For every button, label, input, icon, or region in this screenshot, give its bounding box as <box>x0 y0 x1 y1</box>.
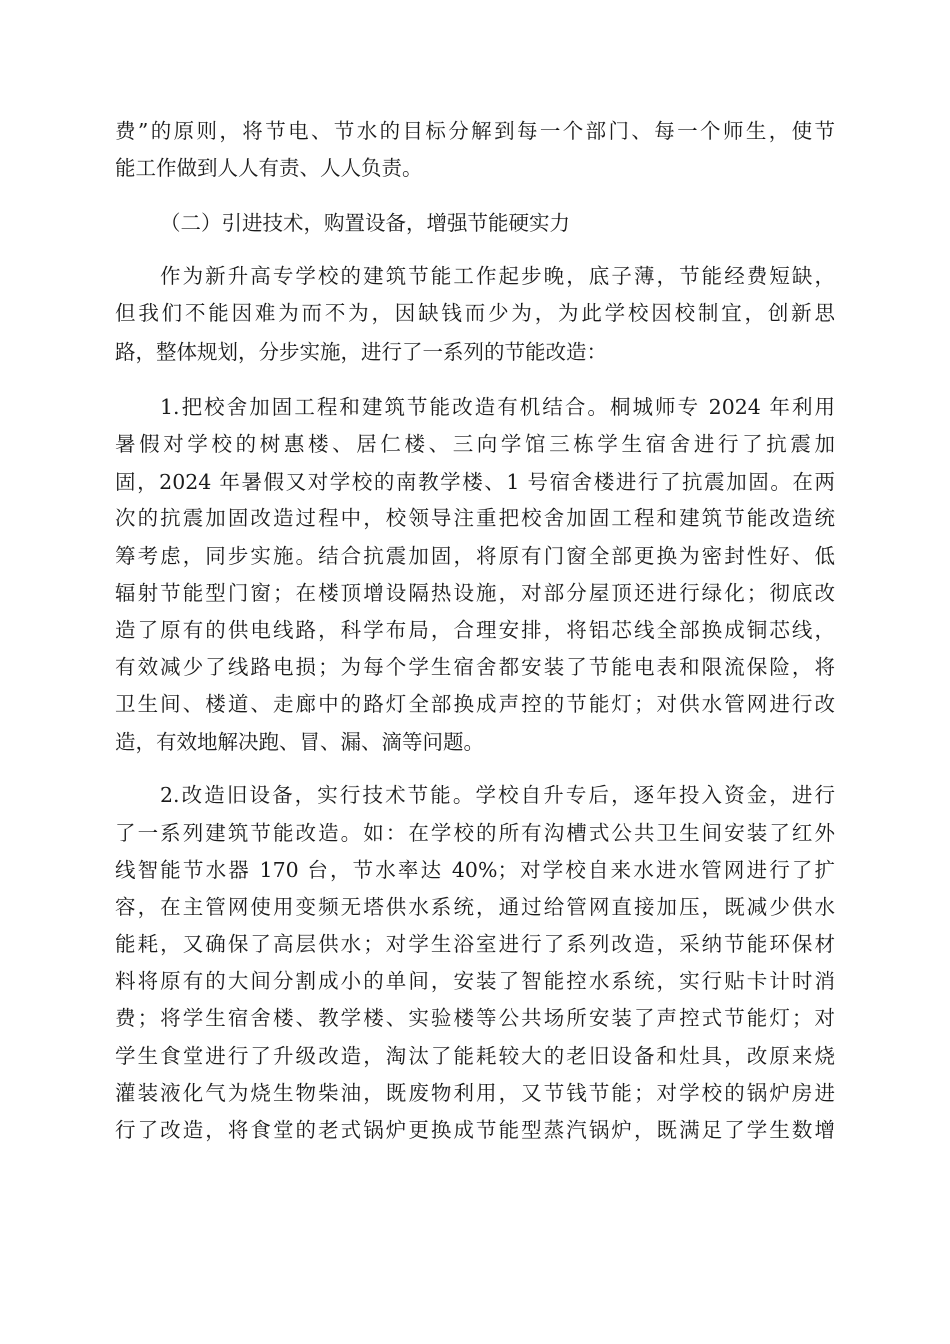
text-line: 学生食堂进行了升级改造，淘汰了能耗较大的老旧设备和灶具，改原来烧 <box>115 1044 835 1068</box>
text-line: 路，整体规划，分步实施，进行了一系列的节能改造： <box>115 340 607 364</box>
text-line: 卫生间、楼道、走廊中的路灯全部换成声控的节能灯；对供水管网进行改 <box>115 692 835 716</box>
text-line: 容，在主管网使用变频无塔供水系统，通过给管网直接加压，既减少供水 <box>115 895 835 919</box>
text-line: 费；将学生宿舍楼、教学楼、实验楼等公共场所安装了声控式节能灯；对 <box>115 1006 835 1030</box>
text-line: 暑假对学校的树惠楼、居仁楼、三向学馆三栋学生宿舍进行了抗震加 <box>115 432 835 456</box>
text-line: 能耗，又确保了高层供水；对学生浴室进行了系列改造，采纳节能环保材 <box>115 932 835 956</box>
text-line: 了一系列建筑节能改造。如：在学校的所有沟槽式公共卫生间安装了红外 <box>115 821 835 845</box>
text-line: 辐射节能型门窗；在楼顶增设隔热设施，对部分屋顶还进行绿化；彻底改 <box>115 581 835 605</box>
text-line: 线智能节水器 170 台，节水率达 40%；对学校自来水进水管网进行了扩 <box>115 858 835 882</box>
text-line: 料将原有的大间分割成小的单间，安装了智能控水系统，实行贴卡计时消 <box>115 969 835 993</box>
text-line: 筹考虑，同步实施。结合抗震加固，将原有门窗全部更换为密封性好、低 <box>115 544 835 568</box>
text-line: 次的抗震加固改造过程中，校领导注重把校舍加固工程和建筑节能改造统 <box>115 506 835 530</box>
text-line: 有效减少了线路电损；为每个学生宿舍都安装了节能电表和限流保险，将 <box>115 655 835 679</box>
section-heading: （二）引进技术，购置设备，增强节能硬实力 <box>160 211 570 235</box>
text-line: 行了改造，将食堂的老式锅炉更换成节能型蒸汽锅炉，既满足了学生数增 <box>115 1118 835 1142</box>
text-line: 灌装液化气为烧生物柴油，既废物利用，又节钱节能；对学校的锅炉房进 <box>115 1081 835 1105</box>
text-line: 固，2024 年暑假又对学校的南教学楼、1 号宿舍楼进行了抗震加固。在两 <box>115 470 835 494</box>
text-line: 能工作做到人人有责、人人负责。 <box>115 156 423 180</box>
text-line: 造，有效地解决跑、冒、漏、滴等问题。 <box>115 730 484 754</box>
text-line: 造了原有的供电线路，科学布局，合理安排，将铝芯线全部换成铜芯线， <box>115 618 835 642</box>
text-line: 作为新升高专学校的建筑节能工作起步晚，底子薄，节能经费短缺， <box>160 264 835 288</box>
text-line: 但我们不能因难为而不为，因缺钱而少为，为此学校因校制宜，创新思 <box>115 301 835 325</box>
text-line: 费”的原则，将节电、节水的目标分解到每一个部门、每一个师生，使节 <box>115 119 835 143</box>
text-line: 1.把校舍加固工程和建筑节能改造有机结合。桐城师专 2024 年利用 <box>160 395 835 419</box>
text-line: 2.改造旧设备，实行技术节能。学校自升专后，逐年投入资金，进行 <box>160 783 835 807</box>
